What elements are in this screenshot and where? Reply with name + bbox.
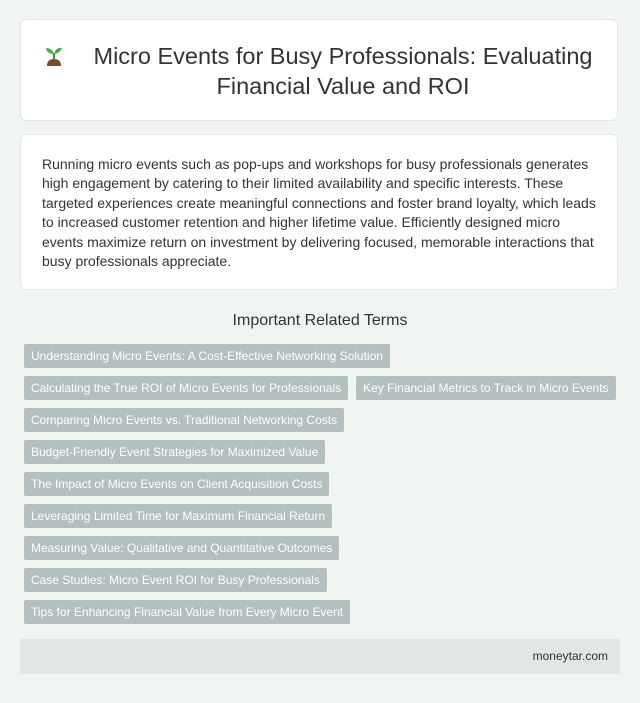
page-title: Micro Events for Busy Professionals: Evaluating Financial Value and ROI: [93, 43, 593, 99]
footer: [20, 639, 620, 674]
term-tag[interactable]: Calculating the True ROI of Micro Events for Professionals: [24, 376, 348, 400]
term-tag[interactable]: The Impact of Micro Events on Client Acquisition Costs: [24, 472, 329, 496]
term-tag[interactable]: Case Studies: Micro Event ROI for Busy Professionals: [24, 568, 327, 592]
term-tag[interactable]: Leveraging Limited Time for Maximum Financial Return: [24, 504, 332, 528]
term-tag[interactable]: Tips for Enhancing Financial Value from Every Micro Event: [24, 600, 350, 624]
term-tag[interactable]: Comparing Micro Events vs. Traditional Networking Costs: [24, 408, 344, 432]
header-card: [20, 19, 618, 121]
related-terms-heading: Important Related Terms: [232, 312, 408, 329]
term-tag[interactable]: Budget-Friendly Event Strategies for Maximized Value: [24, 440, 325, 464]
term-tag[interactable]: Understanding Micro Events: A Cost-Effective Networking Solution: [24, 344, 390, 368]
term-tag[interactable]: Key Financial Metrics to Track in Micro Events: [356, 376, 615, 400]
intro-text: Running micro events such as pop-ups and workshops for busy professionals generates high engagement by catering to their limited availability and specific interests. These targeted experiences create meaningful connections and foster brand loyalty, which leads to increased customer retention and higher lifetime value. Efficiently designed micro events maximize return on investment by delivering focused, memorable interactions that busy professionals appreciate.: [42, 156, 596, 270]
sprout-icon: [41, 44, 67, 70]
intro-card: [20, 134, 618, 290]
term-tag[interactable]: Measuring Value: Qualitative and Quantitative Outcomes: [24, 536, 339, 560]
footer-site-link[interactable]: moneytar.com: [532, 649, 608, 663]
related-terms-list: [24, 344, 616, 632]
